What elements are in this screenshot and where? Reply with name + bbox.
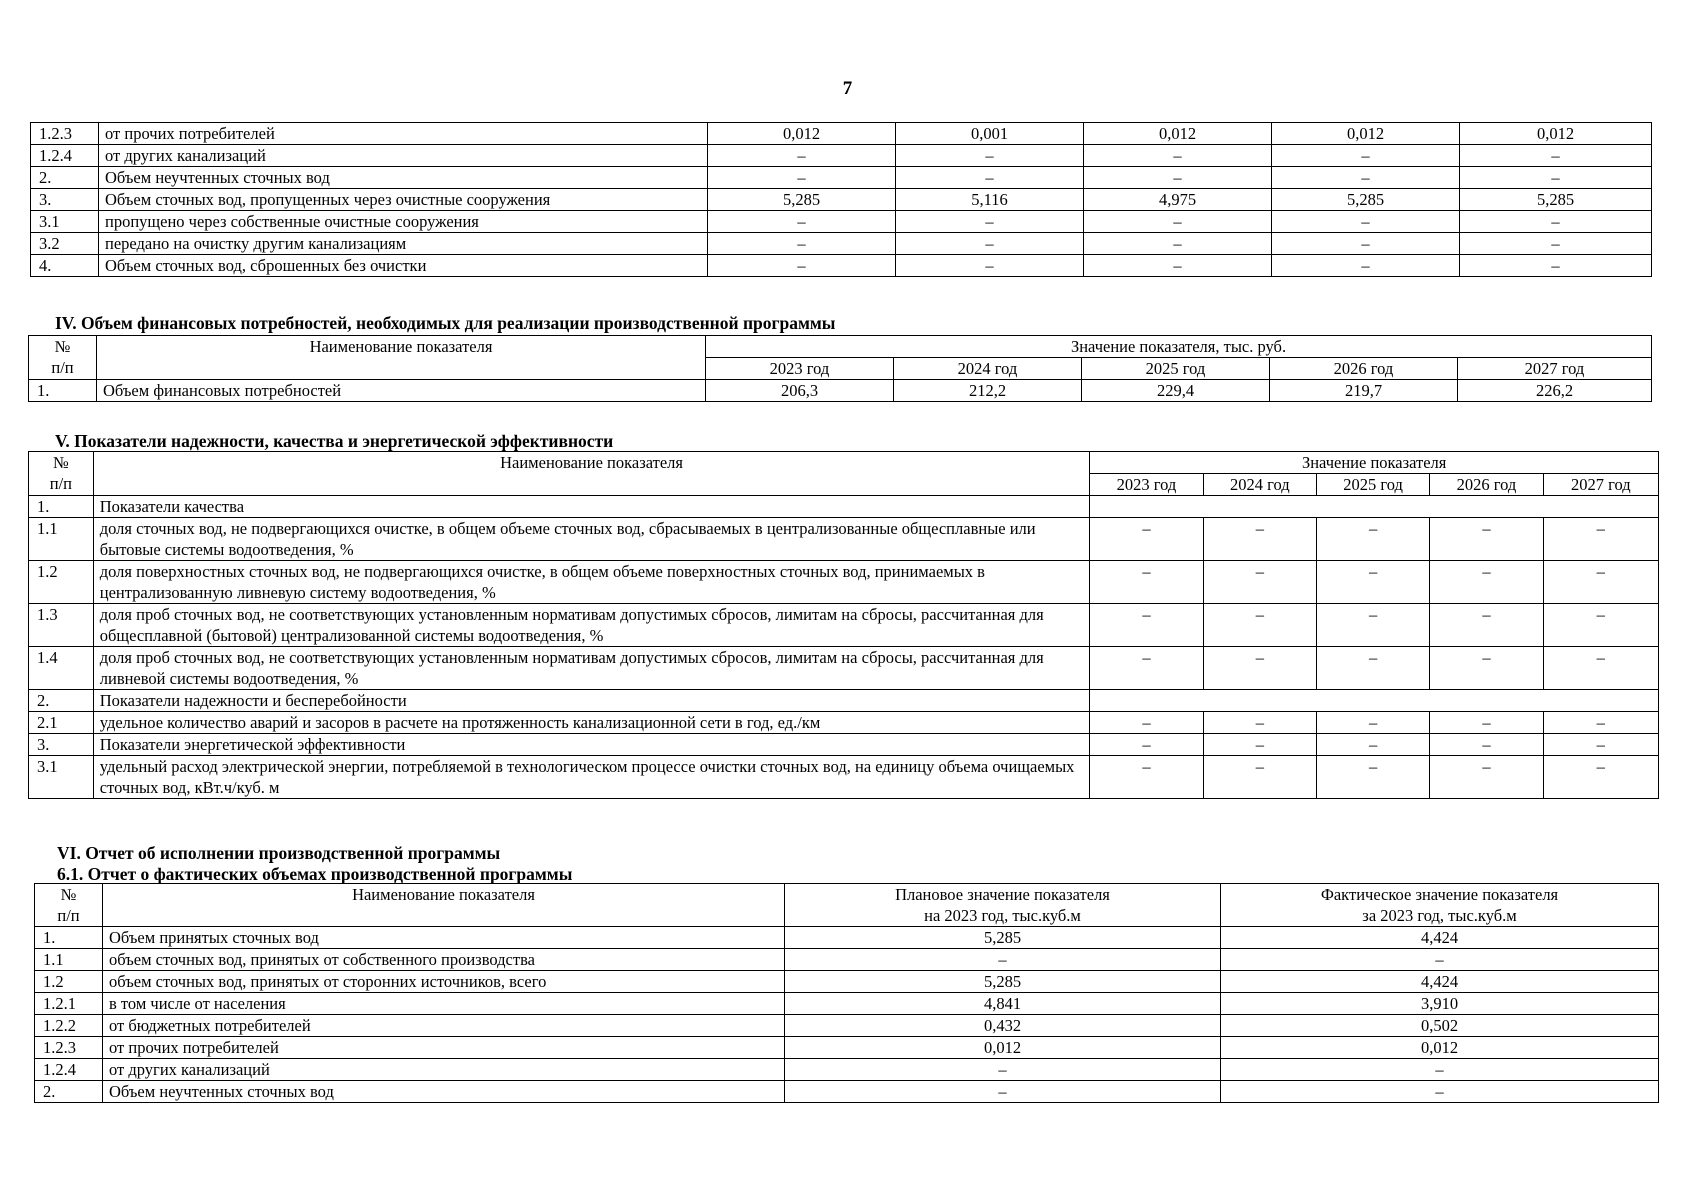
row-value: – <box>1460 167 1652 189</box>
row-value: – <box>1316 561 1429 604</box>
row-value: – <box>1203 647 1316 690</box>
row-value: – <box>1430 756 1543 799</box>
header-plan-line2: на 2023 год, тыс.куб.м <box>924 906 1081 925</box>
row-number: 3.2 <box>31 233 99 255</box>
row-value: 226,2 <box>1458 380 1652 402</box>
table-row <box>35 927 1659 949</box>
table-row <box>29 647 1659 690</box>
table-row <box>35 1037 1659 1059</box>
row-value: – <box>708 233 896 255</box>
row-name: доля проб сточных вод, не соответствующих установленным нормативам допустимых сбросов, лимитам на сбросы, рассчитанная для общесплавной (бытовой) централизованной системы водоотведения, % <box>93 604 1090 647</box>
fact-value: 4,424 <box>1221 927 1659 949</box>
row-number: 1. <box>35 927 103 949</box>
header-plan-line1: Плановое значение показателя <box>895 885 1110 904</box>
row-number: 1. <box>29 496 94 518</box>
row-value: – <box>1543 756 1658 799</box>
row-number: 1.2.4 <box>35 1059 103 1081</box>
section-6-title: VI. Отчет об исполнении производственной программы <box>57 843 501 863</box>
plan-value: – <box>785 1059 1221 1081</box>
table-row <box>35 949 1659 971</box>
row-value: – <box>1430 647 1543 690</box>
row-value: 0,012 <box>1460 123 1652 145</box>
row-value: 5,285 <box>1460 189 1652 211</box>
row-name: от других канализаций <box>99 145 708 167</box>
year-header: 2026 год <box>1430 474 1543 496</box>
row-value: – <box>1084 233 1272 255</box>
row-name: передано на очистку другим канализациям <box>99 233 708 255</box>
header-fact-line2: за 2023 год, тыс.куб.м <box>1362 906 1517 925</box>
row-number: 1.1 <box>29 518 94 561</box>
row-number: 1.2.3 <box>35 1037 103 1059</box>
row-value: – <box>896 211 1084 233</box>
row-name: Объем неучтенных сточных вод <box>99 167 708 189</box>
row-value: – <box>1272 167 1460 189</box>
row-name: доля сточных вод, не подвергающихся очистке, в общем объеме сточных вод, сбрасываемых в централизованные общесплавные или бытовые системы водоотведения, % <box>93 518 1090 561</box>
row-value: – <box>1460 211 1652 233</box>
row-value: – <box>1316 734 1429 756</box>
fact-value: – <box>1221 1081 1659 1103</box>
row-name: Объем неучтенных сточных вод <box>103 1081 785 1103</box>
row-value: – <box>896 167 1084 189</box>
row-number: 1.2.2 <box>35 1015 103 1037</box>
table-row <box>29 604 1659 647</box>
plan-value: 5,285 <box>785 971 1221 993</box>
row-value: 4,975 <box>1084 189 1272 211</box>
year-header: 2027 год <box>1543 474 1658 496</box>
row-value: 5,285 <box>708 189 896 211</box>
row-value: – <box>1090 647 1203 690</box>
row-number: 3. <box>29 734 94 756</box>
fact-value: 3,910 <box>1221 993 1659 1015</box>
row-value: – <box>1430 561 1543 604</box>
row-value: – <box>708 211 896 233</box>
table-row <box>35 993 1659 1015</box>
row-value: – <box>896 145 1084 167</box>
row-value: – <box>1316 756 1429 799</box>
volumes-table <box>30 122 1652 277</box>
row-value: 206,3 <box>706 380 894 402</box>
row-value: – <box>1090 756 1203 799</box>
row-value: – <box>1090 712 1203 734</box>
row-value: – <box>896 233 1084 255</box>
row-value: – <box>1543 712 1658 734</box>
row-number: 1.1 <box>35 949 103 971</box>
header-number-line1: № <box>54 337 71 356</box>
row-number: 1.2.4 <box>31 145 99 167</box>
row-value: – <box>1203 561 1316 604</box>
table-row <box>29 734 1659 756</box>
year-header: 2023 год <box>706 358 894 380</box>
row-name: удельное количество аварий и засоров в расчете на протяженность канализационной сети в год, ед./км <box>93 712 1090 734</box>
row-number: 1.2.1 <box>35 993 103 1015</box>
row-value: – <box>1090 604 1203 647</box>
page-number: 7 <box>842 78 853 99</box>
row-number: 2. <box>31 167 99 189</box>
row-value: – <box>1084 255 1272 277</box>
table-row <box>29 756 1659 799</box>
table-row <box>29 496 1659 518</box>
row-value: 5,116 <box>896 189 1084 211</box>
row-value: – <box>1316 712 1429 734</box>
row-value: – <box>1430 712 1543 734</box>
fact-value: 0,502 <box>1221 1015 1659 1037</box>
row-number: 3.1 <box>31 211 99 233</box>
header-number <box>29 452 94 496</box>
row-name: от прочих потребителей <box>103 1037 785 1059</box>
row-value: – <box>1543 518 1658 561</box>
header-number <box>29 336 97 380</box>
row-name: Объем финансовых потребностей <box>97 380 706 402</box>
row-value: – <box>1460 233 1652 255</box>
row-value: – <box>1543 647 1658 690</box>
plan-value: – <box>785 1081 1221 1103</box>
year-header: 2024 год <box>894 358 1082 380</box>
section-4-title: IV. Объем финансовых потребностей, необходимых для реализации производственной программы <box>55 313 836 333</box>
fact-value: – <box>1221 949 1659 971</box>
row-name: от бюджетных потребителей <box>103 1015 785 1037</box>
row-name: Объем сточных вод, сброшенных без очистки <box>99 255 708 277</box>
row-name: от прочих потребителей <box>99 123 708 145</box>
financial-needs-table <box>28 335 1652 402</box>
plan-value: 0,012 <box>785 1037 1221 1059</box>
year-header: 2026 год <box>1270 358 1458 380</box>
plan-value: – <box>785 949 1221 971</box>
reliability-table <box>28 451 1659 799</box>
header-name: Наименование показателя <box>93 452 1090 496</box>
header-number-line2: п/п <box>57 906 80 925</box>
table-row <box>31 123 1652 145</box>
row-name: пропущено через собственные очистные сооружения <box>99 211 708 233</box>
row-name: от других канализаций <box>103 1059 785 1081</box>
row-value: – <box>1090 518 1203 561</box>
table-row <box>35 1015 1659 1037</box>
row-name: Показатели энергетической эффективности <box>93 734 1090 756</box>
row-name: доля проб сточных вод, не соответствующих установленным нормативам допустимых сбросов, лимитам на сбросы, рассчитанная для ливневой системы водоотведения, % <box>93 647 1090 690</box>
row-value: – <box>1203 734 1316 756</box>
row-value: – <box>1543 604 1658 647</box>
header-fact-line1: Фактическое значение показателя <box>1320 885 1559 904</box>
row-value: – <box>1084 211 1272 233</box>
row-value: – <box>1272 233 1460 255</box>
header-number-line1: № <box>53 453 69 472</box>
row-number: 3. <box>31 189 99 211</box>
row-number: 4. <box>31 255 99 277</box>
row-name: доля поверхностных сточных вод, не подвергающихся очистке, в общем объеме поверхностных сточных вод, принимаемых в централизованную ливневую систему водоотведения, % <box>93 561 1090 604</box>
section-6-subtitle: 6.1. Отчет о фактических объемах производственной программы <box>57 864 573 884</box>
row-number: 1.2 <box>35 971 103 993</box>
row-value: – <box>708 167 896 189</box>
table-row <box>29 561 1659 604</box>
row-number: 2.1 <box>29 712 94 734</box>
row-value: 0,012 <box>1084 123 1272 145</box>
row-value: – <box>1460 145 1652 167</box>
row-name: объем сточных вод, принятых от сторонних источников, всего <box>103 971 785 993</box>
row-value: – <box>1084 167 1272 189</box>
table-row <box>31 211 1652 233</box>
table-row <box>31 255 1652 277</box>
fact-value: 4,424 <box>1221 971 1659 993</box>
header-name: Наименование показателя <box>103 884 785 927</box>
table-row <box>29 690 1659 712</box>
row-name: Объем сточных вод, пропущенных через очистные сооружения <box>99 189 708 211</box>
plan-value: 0,432 <box>785 1015 1221 1037</box>
row-value: – <box>708 145 896 167</box>
report-table <box>34 883 1659 1103</box>
row-value: – <box>1090 734 1203 756</box>
fact-value: – <box>1221 1059 1659 1081</box>
fact-value: 0,012 <box>1221 1037 1659 1059</box>
row-value: – <box>1272 145 1460 167</box>
table-row <box>35 1081 1659 1103</box>
row-value: 212,2 <box>894 380 1082 402</box>
row-number: 3.1 <box>29 756 94 799</box>
row-value: – <box>1272 211 1460 233</box>
row-name: в том числе от населения <box>103 993 785 1015</box>
table-row <box>35 971 1659 993</box>
table-row <box>29 518 1659 561</box>
year-header: 2025 год <box>1082 358 1270 380</box>
row-value: – <box>1084 145 1272 167</box>
section-5-title: V. Показатели надежности, качества и энергетической эффективности <box>55 431 614 451</box>
table-row <box>31 233 1652 255</box>
row-number: 1.2.3 <box>31 123 99 145</box>
row-value: – <box>1430 734 1543 756</box>
row-value: – <box>1203 712 1316 734</box>
empty-cell <box>1090 690 1659 712</box>
header-name: Наименование показателя <box>97 336 706 380</box>
row-number: 1.3 <box>29 604 94 647</box>
row-name: Показатели качества <box>93 496 1090 518</box>
year-header: 2024 год <box>1203 474 1316 496</box>
table-row <box>35 1059 1659 1081</box>
plan-value: 5,285 <box>785 927 1221 949</box>
header-value: Значение показателя <box>1090 452 1659 474</box>
row-value: – <box>896 255 1084 277</box>
plan-value: 4,841 <box>785 993 1221 1015</box>
row-value: 0,001 <box>896 123 1084 145</box>
row-number: 1.4 <box>29 647 94 690</box>
row-value: – <box>1203 604 1316 647</box>
row-number: 2. <box>35 1081 103 1103</box>
year-header: 2027 год <box>1458 358 1652 380</box>
row-value: – <box>1543 734 1658 756</box>
header-number-line1: № <box>60 885 77 904</box>
row-number: 1.2 <box>29 561 94 604</box>
row-name: удельный расход электрической энергии, потребляемой в технологическом процессе очистки сточных вод, на единицу объема очищаемых сточных вод, кВт.ч/куб. м <box>93 756 1090 799</box>
row-name: Показатели надежности и бесперебойности <box>93 690 1090 712</box>
table-row <box>29 712 1659 734</box>
year-header: 2025 год <box>1316 474 1429 496</box>
row-value: – <box>1430 604 1543 647</box>
row-value: 229,4 <box>1082 380 1270 402</box>
row-number: 1. <box>29 380 97 402</box>
header-fact <box>1221 884 1659 927</box>
table-row <box>31 167 1652 189</box>
row-value: – <box>1316 518 1429 561</box>
row-value: 0,012 <box>708 123 896 145</box>
row-value: – <box>708 255 896 277</box>
row-value: – <box>1460 255 1652 277</box>
empty-cell <box>1090 496 1659 518</box>
row-number: 2. <box>29 690 94 712</box>
row-value: – <box>1430 518 1543 561</box>
row-name: объем сточных вод, принятых от собственного производства <box>103 949 785 971</box>
row-value: – <box>1203 756 1316 799</box>
header-plan <box>785 884 1221 927</box>
row-value: – <box>1543 561 1658 604</box>
row-value: 0,012 <box>1272 123 1460 145</box>
header-number <box>35 884 103 927</box>
row-name: Объем принятых сточных вод <box>103 927 785 949</box>
header-number-line2: п/п <box>49 474 72 493</box>
row-value: – <box>1272 255 1460 277</box>
header-number-line2: п/п <box>51 358 74 377</box>
row-value: – <box>1316 647 1429 690</box>
table-row <box>31 145 1652 167</box>
row-value: 219,7 <box>1270 380 1458 402</box>
year-header: 2023 год <box>1090 474 1203 496</box>
row-value: – <box>1090 561 1203 604</box>
row-value: – <box>1316 604 1429 647</box>
table-row <box>31 189 1652 211</box>
header-value: Значение показателя, тыс. руб. <box>706 336 1652 358</box>
row-value: 5,285 <box>1272 189 1460 211</box>
row-value: – <box>1203 518 1316 561</box>
